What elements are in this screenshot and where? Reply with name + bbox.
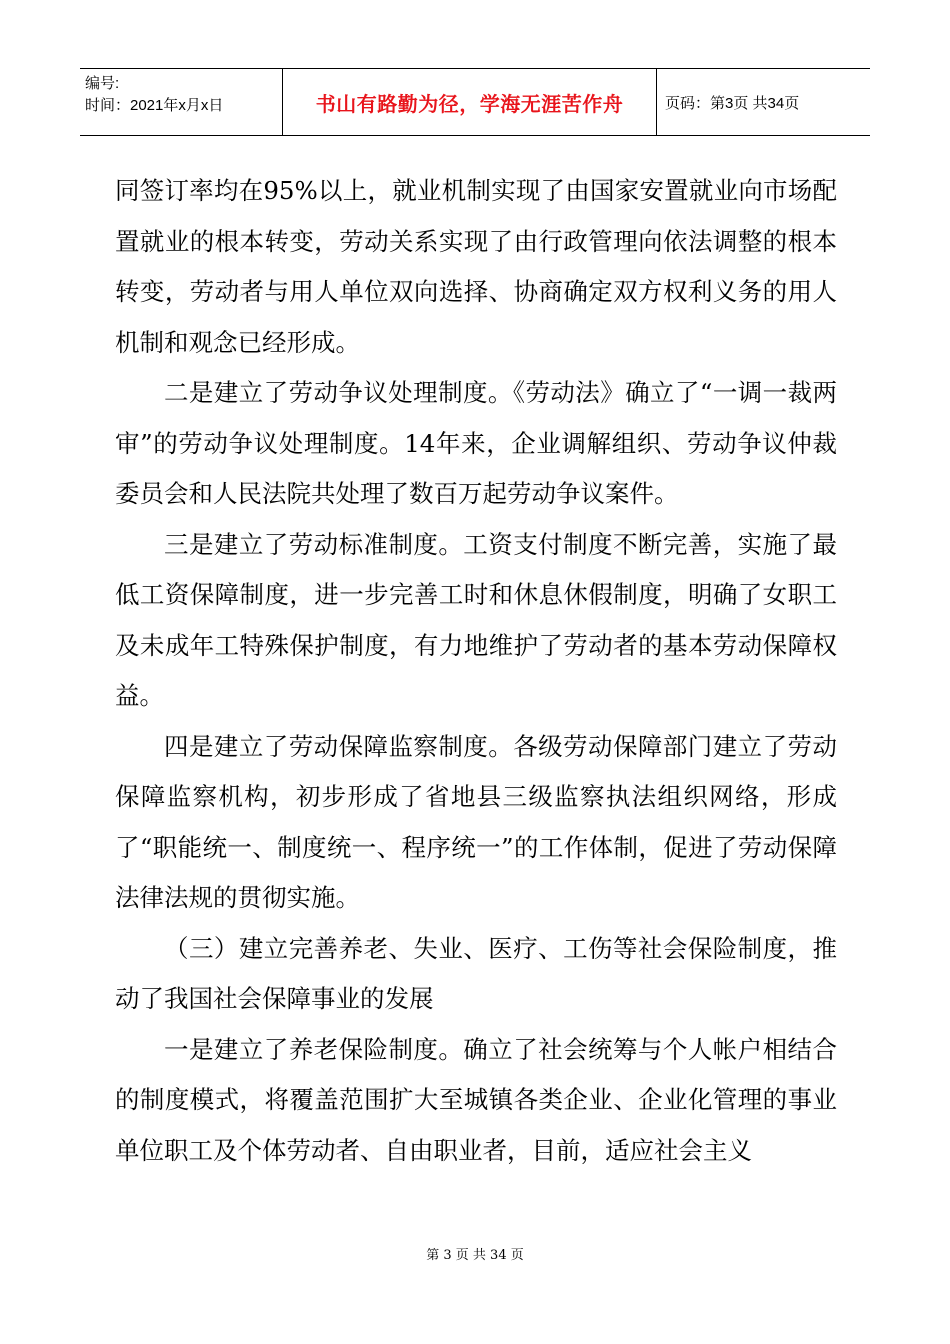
header-motto: 书山有路勤为径，学海无涯苦作舟 bbox=[283, 69, 657, 135]
document-header bbox=[80, 68, 870, 136]
header-page-label: 页码：第3页 共34页 bbox=[665, 94, 800, 112]
section-heading-social-insurance: （三）建立完善养老、失业、医疗、工伤等社会保险制度，推动了我国社会保障事业的发展 bbox=[115, 933, 837, 1013]
page-footer: 第 3 页 共 34 页 bbox=[426, 1248, 524, 1263]
header-meta-cell bbox=[80, 69, 283, 135]
paragraph-continued: 同签订率均在95%以上，就业机制实现了由国家安置就业向市场配置就业的根本转变，劳动关系实现了由行政管理向依法调整的根本转变，劳动者与用人单位双向选择、协商确定双方权利义务的用人机制和观念已经形成。 bbox=[115, 176, 837, 357]
document-time-label: 时间：2021年x月x日 bbox=[85, 97, 224, 114]
document-body bbox=[115, 166, 837, 1176]
paragraph-labor-dispute: 二是建立了劳动争议处理制度。《劳动法》确立了“一调一裁两审”的劳动争议处理制度。14年来，企业调解组织、劳动争议仲裁委员会和人民法院共处理了数百万起劳动争议案件。 bbox=[115, 378, 837, 508]
paragraph-pension-insurance: 一是建立了养老保险制度。确立了社会统筹与个人帐户相结合的制度模式，将覆盖范围扩大至城镇各类企业、企业化管理的事业单位职工及个体劳动者、自由职业者，目前，适应社会主义 bbox=[115, 1034, 837, 1165]
document-number-label: 编号: bbox=[85, 75, 120, 92]
paragraph-labor-standards: 三是建立了劳动标准制度。工资支付制度不断完善，实施了最低工资保障制度，进一步完善工时和休息休假制度，明确了女职工及未成年工特殊保护制度，有力地维护了劳动者的基本劳动保障权益。 bbox=[115, 529, 837, 710]
paragraph-labor-inspection: 四是建立了劳动保障监察制度。各级劳动保障部门建立了劳动保障监察机构，初步形成了省地县三级监察执法组织网络，形成了“职能统一、制度统一、程序统一”的工作体制，促进了劳动保障法律法规的贯彻实施。 bbox=[115, 731, 837, 912]
